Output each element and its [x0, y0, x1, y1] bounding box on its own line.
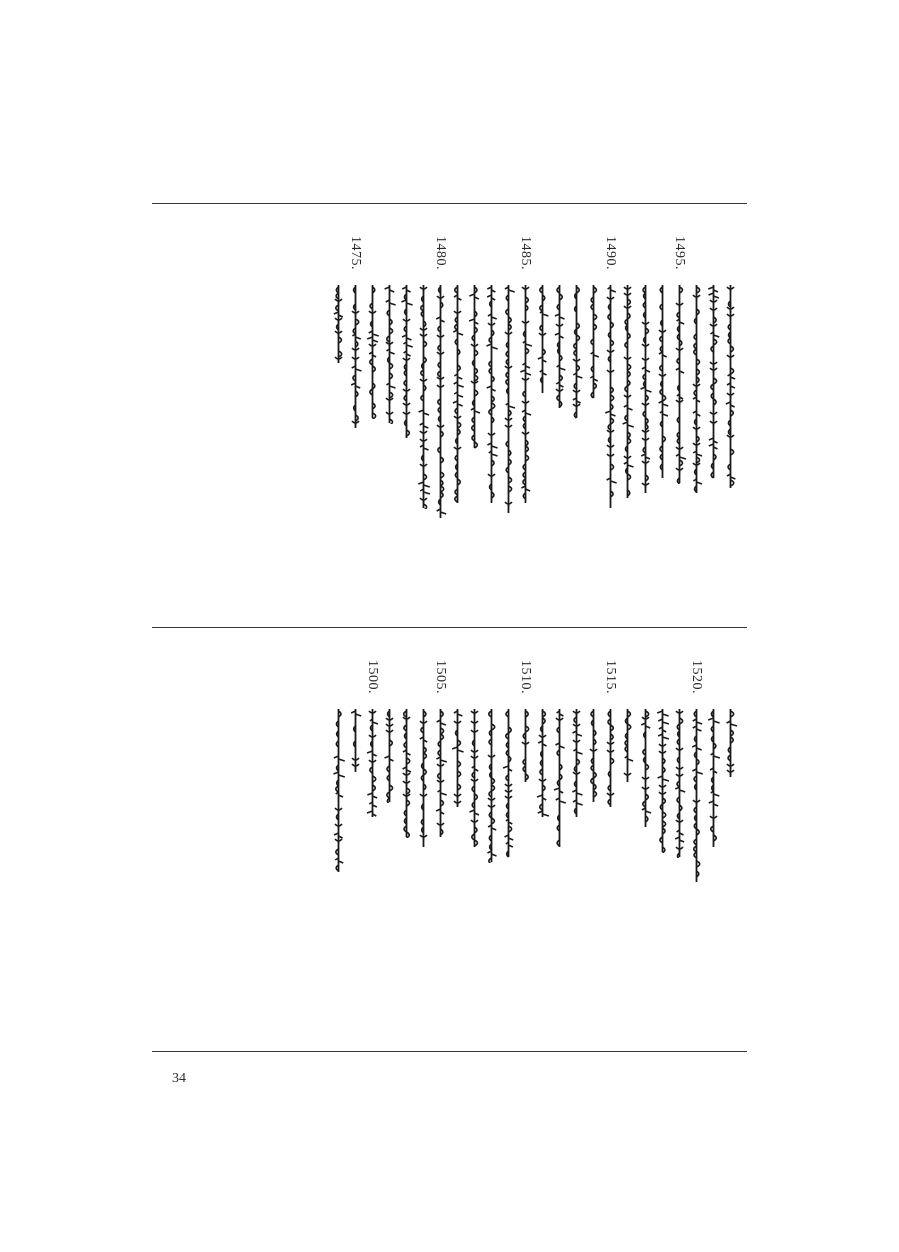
line-number: 1500.: [365, 660, 380, 694]
script-glyphs: [399, 708, 414, 838]
verse-block-top: [152, 236, 747, 606]
script-glyphs: [331, 708, 346, 873]
verse-line: [415, 660, 435, 1030]
verse-line: [500, 660, 520, 1030]
script-glyphs: [433, 708, 448, 838]
line-number: 1475.: [348, 236, 363, 270]
verse-line: [705, 660, 725, 1030]
verse-line: [602, 660, 622, 1030]
verse-line: [466, 660, 486, 1030]
script-glyphs: [535, 284, 550, 394]
script-glyphs: [365, 284, 380, 419]
verse-line: [364, 660, 384, 1030]
verse-line: [500, 236, 520, 606]
script-glyphs: [467, 708, 482, 848]
verse-line: [551, 660, 571, 1030]
verse-line: [654, 660, 674, 1030]
verse-line: [637, 660, 657, 1030]
verse-line: [381, 236, 401, 606]
verse-line: [415, 236, 435, 606]
verse-line: [483, 660, 503, 1030]
verse-line: [364, 236, 384, 606]
verse-line: [347, 660, 367, 1030]
verse-line: [637, 236, 657, 606]
script-glyphs: [569, 284, 584, 419]
verse-line: [432, 660, 452, 1030]
script-glyphs: [501, 708, 516, 858]
script-glyphs: [706, 284, 721, 479]
script-glyphs: [382, 284, 397, 424]
verse-line: [347, 236, 367, 606]
script-glyphs: [689, 708, 704, 883]
script-glyphs: [535, 708, 550, 818]
verse-line: [432, 236, 452, 606]
line-number: 1520.: [689, 660, 704, 694]
script-glyphs: [620, 708, 635, 783]
verse-line: [671, 236, 691, 606]
verse-line: [517, 660, 537, 1030]
line-number: 1510.: [518, 660, 533, 694]
verse-line: [449, 660, 469, 1030]
script-glyphs: [518, 284, 533, 504]
verse-line: [619, 236, 639, 606]
script-glyphs: [586, 284, 601, 399]
verse-line: [449, 236, 469, 606]
script-glyphs: [603, 284, 618, 509]
script-glyphs: [620, 284, 635, 499]
script-glyphs: [365, 708, 380, 818]
script-glyphs: [348, 284, 363, 429]
script-glyphs: [484, 284, 499, 504]
verse-line: [585, 236, 605, 606]
script-glyphs: [689, 284, 704, 494]
script-glyphs: [603, 708, 618, 808]
script-glyphs: [433, 284, 448, 519]
script-glyphs: [416, 708, 431, 848]
verse-line: [330, 236, 350, 606]
script-glyphs: [552, 284, 567, 409]
script-glyphs: [416, 284, 431, 509]
script-glyphs: [672, 708, 687, 858]
verse-line: [585, 660, 605, 1030]
script-glyphs: [638, 708, 653, 828]
verse-line: [517, 236, 537, 606]
verse-line: [330, 660, 350, 1030]
script-glyphs: [518, 708, 533, 783]
verse-line: [671, 660, 691, 1030]
line-number: 1495.: [672, 236, 687, 270]
script-glyphs: [382, 708, 397, 803]
script-glyphs: [569, 708, 584, 818]
line-number: 1485.: [518, 236, 533, 270]
script-glyphs: [552, 708, 567, 848]
script-glyphs: [586, 708, 601, 803]
script-glyphs: [723, 708, 738, 778]
verse-line: [551, 236, 571, 606]
verse-line: [654, 236, 674, 606]
top-rule: [152, 203, 747, 204]
verse-line: [381, 660, 401, 1030]
script-glyphs: [331, 284, 346, 364]
verse-line: [688, 660, 708, 1030]
middle-rule: [152, 627, 747, 628]
verse-line: [534, 660, 554, 1030]
page-number: 34: [172, 1071, 186, 1086]
script-glyphs: [450, 708, 465, 808]
script-glyphs: [450, 284, 465, 504]
verse-line: [688, 236, 708, 606]
verse-line: [602, 236, 622, 606]
verse-line: [398, 236, 418, 606]
verse-line: [722, 660, 742, 1030]
verse-line: [568, 236, 588, 606]
verse-line: [722, 236, 742, 606]
script-glyphs: [638, 284, 653, 494]
script-glyphs: [655, 708, 670, 853]
verse-line: [483, 236, 503, 606]
verse-line: [466, 236, 486, 606]
verse-line: [619, 660, 639, 1030]
line-number: 1480.: [433, 236, 448, 270]
script-glyphs: [484, 708, 499, 863]
bottom-rule: [152, 1051, 747, 1052]
script-glyphs: [467, 284, 482, 449]
script-glyphs: [706, 708, 721, 848]
verse-line: [534, 236, 554, 606]
script-glyphs: [672, 284, 687, 484]
script-glyphs: [399, 284, 414, 439]
script-glyphs: [501, 284, 516, 514]
script-glyphs: [348, 708, 363, 773]
verse-line: [398, 660, 418, 1030]
line-number: 1505.: [433, 660, 448, 694]
verse-line: [568, 660, 588, 1030]
line-number: 1515.: [603, 660, 618, 694]
verse-block-bottom: [152, 660, 747, 1030]
script-glyphs: [655, 284, 670, 479]
line-number: 1490.: [603, 236, 618, 270]
script-glyphs: [723, 284, 738, 489]
verse-line: [705, 236, 725, 606]
